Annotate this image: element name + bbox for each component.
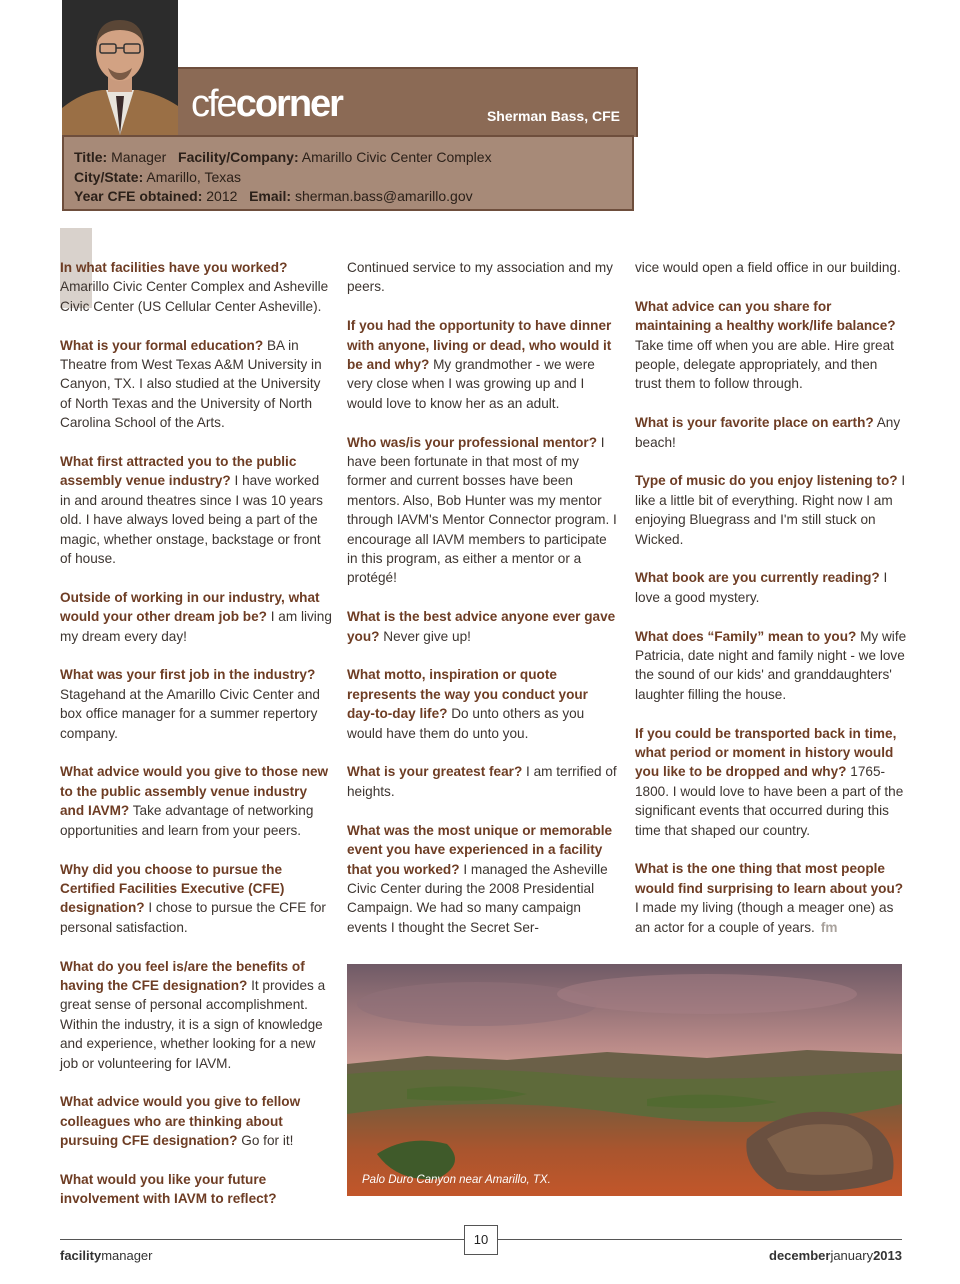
answer: Amarillo Civic Center Complex and Asheville Civic Center (US Cellular Center Asheville). <box>60 279 329 314</box>
question: What would you like your future involvement with IAVM to reflect? <box>60 1171 277 1207</box>
info-row-city: City/State: Amarillo, Texas <box>74 168 242 185</box>
answer: Never give up! <box>383 628 471 644</box>
qa-item <box>60 860 332 938</box>
canyon-photo <box>347 964 902 1196</box>
info-row-year: Year CFE obtained: 2012 Email: sherman.bass@amarillo.gov <box>74 188 473 204</box>
qa-item <box>347 607 619 646</box>
qa-item <box>347 821 619 937</box>
question: In what facilities have you worked? <box>60 260 288 275</box>
answer: BA in Theatre from West Texas A&M University in Canyon, TX. I also studied at the University of North Texas and the University of North Carolina School of the Arts. <box>60 337 322 431</box>
qa-item <box>60 1092 332 1150</box>
answer: vice would open a field office in our building. <box>635 260 901 275</box>
column-1 <box>60 258 332 1228</box>
author-portrait <box>62 0 178 135</box>
end-mark: fm <box>820 919 838 935</box>
question: If you had the opportunity to have dinner with anyone, living or dead, who would it be and why? <box>347 318 612 373</box>
qa-item <box>635 724 907 840</box>
answer: Stagehand at the Amarillo Civic Center and box office manager for a summer repertory company. <box>60 686 320 741</box>
qa-item <box>635 297 907 394</box>
question: What book are you currently reading? <box>635 570 880 586</box>
qa-item <box>347 316 619 413</box>
question: What is your favorite place on earth? <box>635 415 874 431</box>
qa-item <box>635 471 907 549</box>
qa-item <box>347 258 619 297</box>
question: Why did you choose to pursue the Certified Facilities Executive (CFE) designation? <box>60 861 285 916</box>
qa-item <box>347 665 619 743</box>
info-row-title: Title: Manager Facility/Company: Amarillo Civic Center Complex <box>74 149 492 165</box>
page-number: 10 <box>464 1225 498 1255</box>
answer: I am living my dream every day! <box>60 609 332 644</box>
photo-caption: Palo Duro Canyon near Amarillo, TX. <box>362 1174 551 1186</box>
answer: Any beach! <box>635 415 901 450</box>
answer: I have been fortunate in that most of my former and current bosses have been mentors. Also, Bob Hunter was my mentor through IAVM's Mentor Connector program. I encourage all IAVM members to participate in this program, as either a mentor or a protégé! <box>347 434 617 586</box>
cfe-corner-logo: cfecorner <box>191 83 342 125</box>
qa-item <box>60 762 332 840</box>
question: What does “Family” mean to you? <box>635 628 857 644</box>
qa-item <box>635 568 907 607</box>
answer: I chose to pursue the CFE for personal satisfaction. <box>60 900 326 935</box>
answer: Go for it! <box>241 1133 294 1149</box>
question: Type of music do you enjoy listening to? <box>635 473 898 489</box>
qa-item <box>60 665 332 743</box>
answer: Continued service to my association and my peers. <box>347 260 613 295</box>
footer-magazine-title: facilitymanager <box>60 1248 153 1263</box>
question: What motto, inspiration or quote represents the way you conduct your day-to-day life? <box>347 667 588 722</box>
answer: Take advantage of networking opportunities and learn from your peers. <box>60 803 314 838</box>
question: What is your greatest fear? <box>347 764 523 780</box>
question: What was your first job in the industry? <box>60 667 316 683</box>
qa-item <box>635 258 907 277</box>
answer: I like a little bit of everything. Right now I am enjoying Bluegrass and I'm still stuck on Wicked. <box>635 473 906 547</box>
question: Outside of working in our industry, what would your other dream job be? <box>60 589 320 625</box>
qa-item <box>635 627 907 705</box>
answer: My wife Patricia, date night and family night - we love the sound of our kids' and granddaughters' laughter filling the house. <box>635 628 907 702</box>
qa-item <box>635 413 907 452</box>
qa-item <box>347 433 619 588</box>
answer: I managed the Asheville Civic Center during the 2008 Presidential Campaign. We had so many campaign events I thought the Secret Ser- <box>347 861 608 935</box>
answer: I made my living (though a meager one) as an actor for a couple of years. <box>635 900 894 935</box>
qa-item <box>60 588 332 646</box>
answer: I am terrified of heights. <box>347 764 617 799</box>
column-3 <box>635 258 907 957</box>
answer: I have worked in and around theatres since I was 10 years old. I have always loved being a part of the magic, whether onstage, backstage or front of house. <box>60 473 323 567</box>
answer: 1765-1800. I would love to have been a part of the significant events that occurred during this time that shaped our country. <box>635 764 904 838</box>
question: What first attracted you to the public assembly venue industry? <box>60 454 297 489</box>
question: What advice can you share for maintaining a healthy work/life balance? <box>635 298 896 334</box>
question: If you could be transported back in time, what period or moment in history would you like to be dropped and why? <box>635 725 897 780</box>
qa-item <box>60 258 332 316</box>
answer: Take time off when you are able. Hire great people, delegate appropriately, and then trust them to follow through. <box>635 337 894 392</box>
qa-item <box>60 957 332 1073</box>
column-2 <box>347 258 619 957</box>
question: What advice would you give to fellow colleagues who are thinking about pursuing CFE designation? <box>60 1094 301 1149</box>
question: What is the one thing that most people would find surprising to learn about you? <box>635 861 904 896</box>
qa-item <box>347 762 619 801</box>
qa-item <box>60 336 332 433</box>
answer: I love a good mystery. <box>635 570 888 605</box>
qa-item <box>60 1170 332 1209</box>
answer: My grandmother - we were very close when I was growing up and I would love to know her as an adult. <box>347 357 595 411</box>
answer: It provides a great sense of personal accomplishment. Within the industry, it is a sign of knowledge and experience, whether looking for a new job or volunteering for IAVM. <box>60 977 326 1071</box>
qa-item <box>635 859 907 937</box>
profile-name: Sherman Bass, CFE <box>486 108 620 124</box>
profile-info-box <box>62 135 634 211</box>
question: Who was/is your professional mentor? <box>347 434 598 450</box>
footer-issue-date: decemberjanuary2013 <box>769 1248 902 1263</box>
question: What is the best advice anyone ever gave you? <box>347 609 616 644</box>
question: What is your formal education? <box>60 337 264 353</box>
question: What do you feel is/are the benefits of having the CFE designation? <box>60 958 305 993</box>
qa-item <box>60 452 332 568</box>
question: What advice would you give to those new to the public assembly venue industry and IAVM? <box>60 764 329 819</box>
question: What was the most unique or memorable event you have experienced in a facility that you worked? <box>347 822 613 877</box>
answer: Do unto others as you would have them do unto you. <box>347 706 585 741</box>
